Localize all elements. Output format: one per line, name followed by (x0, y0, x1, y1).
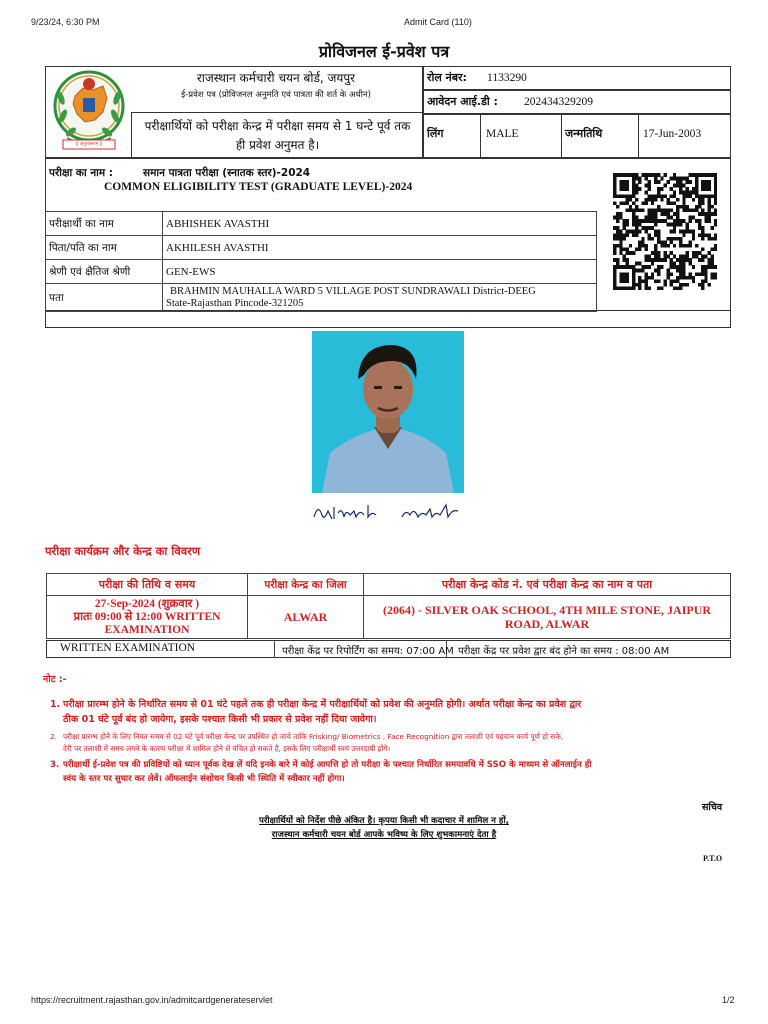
name-label: परीक्षार्थी का नाम (46, 212, 163, 236)
gender-dob-divider-3 (638, 114, 639, 158)
note-item (50, 758, 740, 786)
exam-type: WRITTEN EXAMINATION (60, 642, 196, 654)
print-page-number: 1/2 (722, 995, 735, 1005)
exam-name-english: COMMON ELIGIBILITY TEST (GRADUATE LEVEL)-2024 (104, 181, 413, 193)
col-header-date: परीक्षा की तिथि व समय (47, 574, 248, 596)
exam-type-line: EXAMINATION (104, 623, 190, 636)
note-number: 1. (50, 699, 61, 710)
exam-center (364, 596, 731, 639)
exam-name-label: परीक्षा का नाम : (49, 167, 114, 179)
dob-value: 17-Jun-2003 (643, 128, 702, 140)
application-label: आवेदन आई.डी : (427, 95, 498, 108)
note-item (50, 697, 740, 727)
exam-date: 27-Sep-2024 (शुक्रवार ) (94, 597, 200, 610)
gate-closing-time: परीक्षा केंद्र पर प्रवेश द्वार बंद होने का समय : 08:00 AM (458, 646, 670, 657)
col-header-district: परीक्षा केन्द्र का जिला (248, 574, 364, 596)
candidate-name: ABHISHEK AVASTHI (163, 212, 597, 236)
gender-label: लिंग (427, 127, 444, 140)
candidate-details-table (45, 211, 597, 312)
board-name: राजस्थान कर्मचारी चयन बोर्ड, जयपुर (196, 71, 356, 85)
entry-notice: परीक्षार्थियों को परीक्षा केन्द्र में परीक्षा समय से 1 घन्टे पूर्व तक ही प्रवेश अनुमत है। (144, 119, 411, 152)
document-title: प्रोविजनल ई-प्रवेश पत्र (318, 42, 450, 61)
address-value (163, 284, 597, 312)
print-tab-title: Admit Card (110) (404, 17, 472, 27)
exam-time: प्रातः 09:00 से 12:00 WRITTEN (73, 610, 221, 623)
address-label: पता (46, 284, 163, 312)
candidate-signature (310, 497, 468, 527)
father-name: AKHILESH AVASTHI (163, 236, 597, 260)
note-line-2: ठीक 01 घंटे पूर्व बंद हो जायेगा, इसके पश्चात किसी भी प्रकार से प्रवेश नहीं दिया जावेगा। (63, 714, 377, 725)
schedule-section-title: परीक्षा कार्यक्रम और केन्द्र का विवरण (45, 544, 201, 558)
exam-center-line-1: (2064) - SILVER OAK SCHOOL, 4TH MILE STONE, JAIPUR (382, 603, 712, 617)
note-item (50, 731, 740, 755)
board-subtitle: ई-प्रवेश पत्र (प्रोविजनल अनुमति एवं पात्रता की शर्त के अधीन) (181, 90, 371, 100)
gender-dob-divider-2 (561, 114, 562, 158)
note-line-2: स्वंय के स्तर पर सुधार कर लेवें। ऑफलाईन संशोधन किसी भी स्थिति में स्वीकार नहीं होगा। (63, 774, 345, 784)
exam-date-time (47, 596, 248, 639)
exam-name-hindi: समान पात्रता परीक्षा (स्नातक स्तर)-2024 (143, 167, 311, 179)
reporting-time: परीक्षा केंद्र पर रिपोर्टिंग का समय: 07:00 AM (282, 646, 454, 657)
exam-center-line-2: ROAD, ALWAR (504, 617, 590, 631)
footer-instruction-1: परीक्षार्थियों को निर्देश पीछे अंकित है। कृपया किसी भी कदाचार में शामिल न हों, (259, 816, 509, 826)
signatory: सचिव (702, 802, 723, 813)
gender-value: MALE (486, 128, 519, 140)
reporting-divider-1 (274, 640, 275, 658)
category-label: श्रेणी एवं क्षैतिज श्रेणी (46, 260, 163, 284)
qr-code (613, 173, 717, 290)
schedule-table (46, 573, 731, 639)
gender-dob-divider-1 (480, 114, 481, 158)
print-url: https://recruitment.rajasthan.gov.in/admitcardgenerateservlet (31, 995, 273, 1005)
application-id: 202434329209 (524, 96, 593, 108)
footer-instruction-2: राजस्थान कर्मचारी चयन बोर्ड आपके भविष्य के लिए शुभकामनाएं देता है (271, 830, 497, 840)
note-line-1: परीक्षा प्रारम्भ होने के लिए नियत समय से 02 घंटे पूर्व परीक्षा केन्द्र पर उपस्थित हो जावे ताकि Frisking/ Biometrics , Face Recognition द्वारा तलाशी एवं पहचान कार्य पूर्ण हो सके, (63, 732, 564, 741)
print-datetime: 9/23/24, 6:30 PM (31, 17, 100, 27)
roll-number: 1133290 (487, 72, 527, 84)
candidate-photo (312, 331, 464, 493)
address-line-1: BRAHMIN MAUHALLA WARD 5 VILLAGE POST SUNDRAWALI District-DEEG (170, 285, 536, 297)
logo-motto: || अनुशासनम् || (75, 142, 103, 147)
note-number: 3. (50, 760, 60, 770)
col-header-center: परीक्षा केन्द्र कोड नं. एवं परीक्षा केन्द्र का नाम व पता (364, 574, 731, 596)
category-value: GEN-EWS (163, 260, 597, 284)
note-line-1: परीक्षार्थी ई-प्रवेश पत्र की प्रविष्टियों को ध्यान पूर्वक देख लें यदि इनके बारे में कोई आपत्ति हो तो परीक्षा के पश्चात निर्धारित समयावधि में SSO के माध्यम से ऑनलाईन ही (63, 760, 592, 770)
notes-label: नोट :- (43, 674, 67, 685)
exam-district: ALWAR (248, 596, 364, 639)
address-line-2: State-Rajasthan Pincode-321205 (166, 297, 304, 309)
note-line-2: देरी पर तलाशी में समय लगने के कारण परीक्षा में शामिल होने से वंचित हो सकते है, इसके लिए परीक्षार्थी स्वयं उत्तरदायी होंगे। (63, 744, 391, 753)
father-label: पिता/पति का नाम (46, 236, 163, 260)
note-number: 2. (50, 732, 57, 741)
note-line-1: परीक्षा प्रारम्भ होने के निर्धारित समय से 01 घंटे पहले तक ही परीक्षा केन्द्र में परीक्षार्थियों को प्रवेश की अनुमति होगी। अर्थात परीक्षा केन्द्र का प्रवेश द्वार (63, 699, 582, 710)
dob-label: जन्मतिथि (565, 127, 603, 140)
roll-row (423, 66, 731, 90)
pto-label: P.T.O (703, 854, 723, 863)
roll-label: रोल नंबर: (427, 71, 467, 84)
